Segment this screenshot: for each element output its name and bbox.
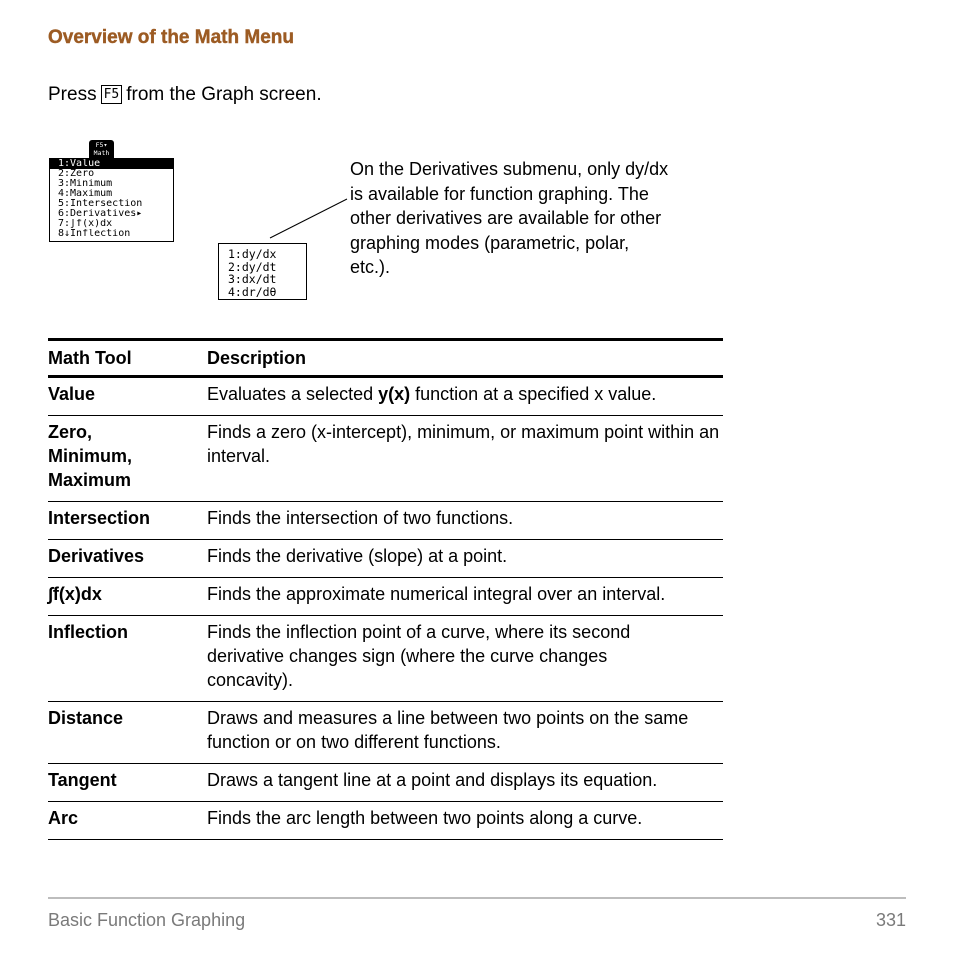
menu-item: 1:Value	[50, 159, 173, 169]
tool-description: Finds a zero (x-intercept), minimum, or maximum point within an interval.	[207, 422, 720, 466]
tool-description: Finds the inflection point of a curve, where its second derivative changes sign (where the curve changes concavity).	[207, 622, 631, 690]
menu-item: 4:Maximum	[58, 189, 113, 199]
table-header	[48, 341, 723, 378]
table-row	[48, 416, 723, 502]
table-row	[48, 378, 723, 416]
header-description: Description	[207, 347, 307, 368]
tool-description: Draws a tangent line at a point and displays its equation.	[207, 770, 658, 790]
intro-text	[48, 84, 322, 106]
calculator-derivatives-submenu	[218, 243, 307, 300]
intro-after: from the Graph screen.	[126, 84, 322, 105]
footer-section-title: Basic Function Graphing	[48, 910, 246, 930]
table-row	[48, 616, 723, 702]
menu-item: 6:Derivatives▸	[58, 209, 143, 219]
table-row	[48, 702, 723, 764]
menu-item: 8↓Inflection	[58, 229, 131, 239]
table-row	[48, 540, 723, 578]
menu-item: 2:Zero	[58, 169, 95, 179]
derivatives-note: On the Derivatives submenu, only dy/dx is available for function graphing. The other derivatives are available for other graphing modes (parametric, polar, etc.).	[350, 159, 669, 277]
tool-name: Tangent	[48, 770, 117, 790]
menu-item: 3:Minimum	[58, 179, 113, 189]
tool-name: Distance	[48, 708, 124, 728]
math-tab-name: Math	[93, 149, 110, 157]
calculator-math-menu	[49, 158, 174, 242]
tool-description: Finds the approximate numerical integral over an interval.	[207, 584, 666, 604]
tool-description: Finds the derivative (slope) at a point.	[207, 546, 508, 566]
tool-description: Finds the intersection of two functions.	[207, 508, 514, 528]
tool-name: ∫f(x)dx	[48, 584, 102, 604]
math-tab-label	[89, 140, 114, 159]
tool-description: Evaluates a selected y(x) function at a specified x value.	[207, 384, 657, 404]
math-tools-table	[48, 338, 723, 840]
footer-rule	[48, 897, 906, 899]
tool-name: Intersection	[48, 508, 151, 528]
tool-name: Value	[48, 384, 96, 404]
menu-item: 5:Intersection	[58, 199, 143, 209]
header-math-tool: Math Tool	[48, 347, 132, 368]
tool-name: Inflection	[48, 622, 128, 642]
tool-description: Draws and measures a line between two points on the same function or on two different functions.	[207, 708, 689, 752]
submenu-item: 3:dx/dt	[228, 272, 277, 286]
f5-key-icon: F5	[101, 85, 123, 104]
submenu-item: 4:dr/dθ	[228, 284, 277, 299]
tool-name: Zero, Minimum, Maximum	[48, 422, 132, 490]
table-row	[48, 578, 723, 616]
math-tab-key: F5▾	[95, 141, 108, 149]
section-heading: Overview of the Math Menu	[48, 27, 294, 48]
page-number: 331	[875, 910, 906, 930]
table-row	[48, 802, 723, 840]
tool-name: Derivatives	[48, 546, 145, 566]
tool-description: Finds the arc length between two points along a curve.	[207, 808, 643, 828]
tool-name: Arc	[48, 808, 79, 828]
intro-before: Press	[48, 84, 97, 105]
menu-item: 7:∫f(x)dx	[58, 219, 113, 229]
submenu-item: 2:dy/dt	[228, 259, 277, 274]
submenu-item: 1:dy/dx	[228, 247, 277, 261]
table-row	[48, 502, 723, 540]
table-row	[48, 764, 723, 802]
